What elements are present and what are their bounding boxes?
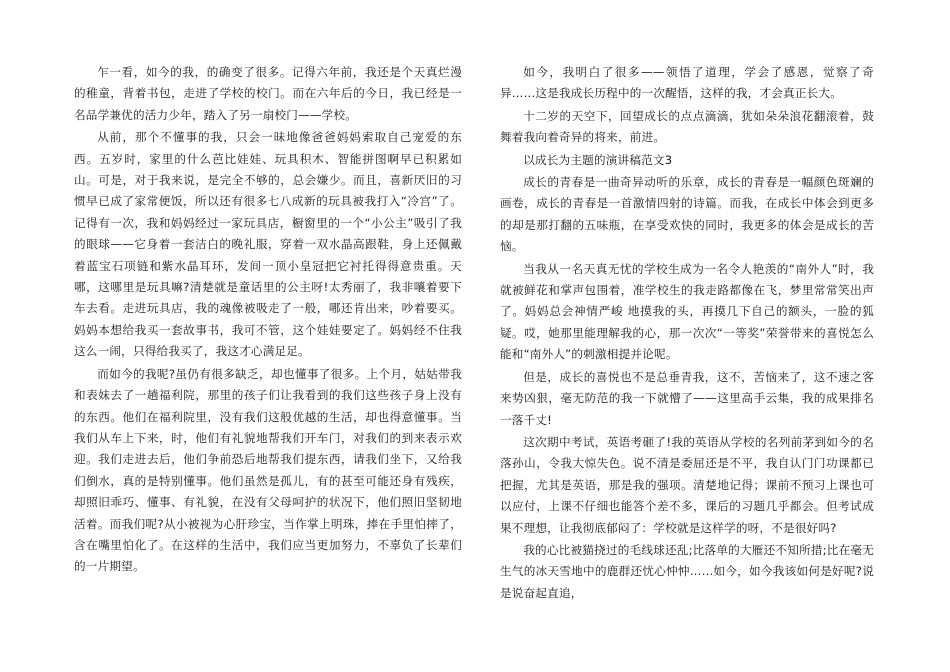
- paragraph: 成长的青春是一曲奇异动听的乐章，成长的青春是一幅颜色斑斓的画卷，成长的青春是一首激情四射的诗篇。而我，在成长中体会到更多的却是那打翻的五味瓶，在享受欢快的同时，我更多的体会是成长的苦恼。: [500, 175, 874, 254]
- paragraph: 我的心比被猫挠过的毛线球还乱;比落单的大雁还不知所措;比在毫无生气的冰天雪地中的鹿群还忧心忡忡……如今，如今我该如何是好呢?说是说奋起直追，: [500, 542, 874, 600]
- paragraph: 乍一看，如今的我，的确变了很多。记得六年前，我还是个天真烂漫的稚童，背着书包，走进了学校的校门。而在六年后的今日，我已经是一名品学兼优的活力少年，踏入了另一扇校门——学校。: [74, 65, 462, 122]
- left-column: [74, 62, 462, 578]
- paragraph: 如今，我明白了很多——领悟了道理，学会了感恩，觉察了奇异……这是我成长历程中的一次醒悟，这样的我，才会真正长大。: [500, 65, 874, 101]
- paragraph: 当我从一名天真无忧的学校生成为一名令人艳羡的“南外人”时，我就被鲜花和掌声包围着，准学校生的我走路都像在飞，梦里常常笑出声了。妈妈总会神情严峻 地摸我的头，再摸几下自己的额头，一脸的狐疑。哎，她那里能理解我的心，那一次次“一等奖”荣誉带来的喜悦怎么能和“南外人”的刺激相提并论呢。: [500, 261, 874, 362]
- paragraph: 十二岁的天空下，回望成长的点点滴滴，犹如朵朵浪花翻滚着，鼓舞着我向着奇异的将来，前进。: [500, 108, 874, 145]
- paragraph: 从前，那个不懂事的我，只会一昧地像爸爸妈妈索取自己宠爱的东西。五岁时，家里的什么芭比娃娃、玩具积木、智能拼图啊早已积累如山。可是，对于我来说，是完全不够的，总会嫌少。而且，喜新厌旧的习惯早已成了家常便饭，所以还有很多七八成新的玩具被我打入“冷宫”了。记得有一次，我和妈妈经过一家玩具店，橱窗里的一个“小公主”吸引了我的眼球——它身着一套洁白的晚礼服，穿着一双水晶高跟鞋，身上还佩戴着蓝宝石项链和紫水晶耳环，发间一顶小皇冠把它衬托得得意贵重。天哪，这哪里是玩具嘛?清楚就是童话里的公主呀!太秀丽了，我非嚷着要下车去看。走进玩具店，我的魂像被吸走了一般，哪还肯出来，吵着要买。妈妈本想给我买一套故事书，我可不管，这个娃娃要定了。妈妈经不住我这么一闹，只得给我买了，我这才心满足足。: [74, 130, 462, 359]
- section-heading: 以成长为主题的演讲稿范文3: [523, 152, 673, 167]
- paragraph: 这次期中考试，英语考砸了!我的英语从学校的名列前茅到如今的名落孙山，令我大惊失色。说不清是委屈还是不平，我自认门门功课都已把握，尤其是英语，那是我的强项。清楚地记得；课前不预习上课也可以应付，上课不仔细也能答个差不多，课后的习题几乎都会。但考试成果不理想，让我彻底郁闷了：学校就是这样学的呀，不是很好吗?: [500, 434, 874, 535]
- paragraph: 而如今的我呢?虽仍有很多缺乏，却也懂事了很多。上个月，姑姑带我和表妹去了一趟福利院，那里的孩子们让我看到的我们这些孩子身上没有的东西。他们在福利院里，没有我们这般优越的生活，却也得意懂事。当我们从车上下来，时，他们有礼貌地帮我们开车门，对我们的到来表示欢迎。我们走进去后，他们争前恐后地帮我们提东西，请我们坐下，又给我们倒水，真的是特别懂事。他们虽然是孤儿，有的甚至可能还身有残疾，却照旧乖巧、懂事、有礼貌，在没有父母呵护的状况下，他们照旧坚韧地活着。而我们呢?从小被视为心肝珍宝，当作掌上明珠，捧在手里怕摔了，含在嘴里怕化了。在这样的生活中，我们应当更加努力，不辜负了长辈们的一片期望。: [74, 366, 462, 574]
- paragraph: 但是，成长的喜悦也不是总垂青我，这不，苦恼来了，这不速之客来势凶狠，毫无防范的我一下就懵了——这里高手云集，我的成果排名一落千丈!: [500, 369, 874, 427]
- right-column: [500, 62, 874, 604]
